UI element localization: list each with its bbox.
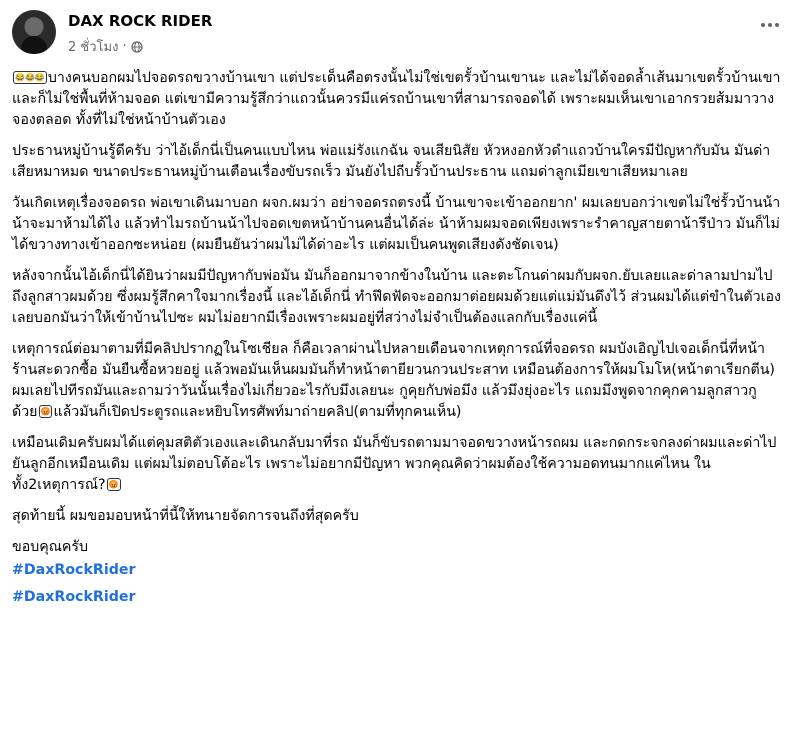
post-header — [12, 10, 788, 58]
post-body — [12, 68, 782, 608]
laugh-emoji: 😂😂😂 — [15, 73, 45, 82]
more-options-icon[interactable] — [756, 14, 784, 36]
hashtag-link[interactable]: #DaxRockRider — [12, 562, 136, 578]
hashtag-list — [12, 560, 782, 608]
angry-emoji: 😡 — [40, 407, 51, 416]
post-paragraph-2: ประธานหมู่บ้านรู้ดีครับ ว่าไอ้เด็กนี่เป็นคนแบบไหน พ่อแม่รังแกฉัน จนเสียนิสัย หัวหงอกหัวดำแถวบ้านใครมีปัญหากับมัน มันด่าเสียหมาหมด ขนาดประธานหมู่บ้านเตือนเรื่องขับรถเร็ว มันยังไปถีบรั้วบ้านประธาน แถมด่าลูกเมียเขาเสียหมาเลย — [12, 143, 771, 180]
author-avatar[interactable] — [12, 10, 56, 54]
post-paragraph-1: 😂😂😂 บางคนบอกผมไปจอดรถขวางบ้านเขา แต่ประเด็นคือตรงนั้นไม่ใช่เขตรั้วบ้านเขานะ และไม่ได้จอดล้ำเส้นมาเขตรั้วบ้านเขา และก็ไม่ใช่พื้นที่ห้ามจอด แต่เขามีความรู้สึกว่าแถวนั้นควรมีแค่รถบ้านเขาที่สามารถจอดได้ เพราะผมเห็นเขาเอากรวยส้มมาวางจองตลอด ทั้งที่ไม่ใช่หน้าบ้านตัวเอง — [12, 70, 781, 128]
hashtag-link[interactable]: #DaxRockRider — [12, 589, 136, 605]
post-time[interactable]: 2 ชั่วโมง — [68, 40, 119, 55]
post-paragraph-3: วันเกิดเหตุเรื่องจอดรถ พ่อเขาเดินมาบอก ผจก.ผมว่า อย่าจอดรถตรงนี้ บ้านเขาจะเข้าออกยาก' ผมเลยบอกว่าเขตไม่ใช่รั้วบ้านน้า น้าจะมาห้ามได้ไง แล้วทำไมรถบ้านน้าไปจอดเขตหน้าบ้านคนอื่นได้ล่ะ น้าห้ามผมจอดเพียงเพราะรำคาญสายตาน้ารึป่าว มันก็ไม่ได้ขวางทางเข้าออกซะหน่อย (ผมยืนยันว่าผมไม่ได้ด่าอะไร แต่ผมเป็นคนพูดเสียงดังชัดเจน) — [12, 195, 781, 253]
post-meta — [68, 36, 143, 57]
post-paragraph-8: ขอบคุณครับ — [12, 539, 88, 555]
post-paragraph-4: หลังจากนั้นไอ้เด็กนี่ได้ยินว่าผมมีปัญหากับพ่อมัน มันก็ออกมาจากข้างในบ้าน และตะโกนด่าผมกับผจก.ยับเลยและด่าลามปามไปถึงลูกสาวผมด้วย ซึ่งผมรู้สึกคาใจมากเรื่องนี้ และไอ้เด็กนี่ ทำฟึดฟัดจะออกมาต่อยผมด้วยแต่แม่มันดึงไว้ ส่วนผมได้แต่ขำในตัวเอง เลยบอกมันว่าให้เข้าบ้านไปซะ ผมไม่อยากมีเรื่องเพราะผมอยู่ที่สว่างไม่จำเป็นต้องแลกกับเรื่องแค่นี้ — [12, 268, 781, 326]
post-paragraph-5: เหตุการณ์ต่อมาตามที่มีคลิปปรากฏในโซเชียล ก็คือเวลาผ่านไปหลายเดือนจากเหตุการณ์ที่จอดรถ ผมบังเอิญไปเจอเด็กนี่ที่หน้าร้านสะดวกซื้อ มันยืนซื้อหวยอยู่ แล้วพอมันเห็นผมมันก็ทำหน้าตายียวนกวนประสาท เหมือนต้องการให้ผมโมโห(หน้าตาเรียกตีน) ผมเลยไปทีรถมันและถามว่าวันนั้นเรื่องไม่เกี่ยวอะไรกับมึงเลยนะ กูคุยกับพ่อมึง แล้วมึงยุ่งอะไร แถมมึงพูดจากคุกคามลูกสาวกูด้วย 😡 แล้วมันก็เปิดประตูรถและหยิบโทรศัพท์มาถ่ายคลิป(ตามที่ทุกคนเห็น) — [12, 341, 775, 420]
meta-separator: · — [122, 39, 127, 54]
angry-emoji: 😡 — [108, 480, 119, 489]
post-paragraph-6: เหมือนเดิมครับผมได้แต่คุมสติตัวเองและเดินกลับมาที่รถ มันก็ขับรถตามมาจอดขวางหน้ารถผม และกดกระจกลงด่าผมและด่าไปยันลูกอีกเหมือนเดิม แต่ผมไม่ตอบโต้อะไร เพราะไม่อยากมีปัญหา พวกคุณคิดว่าผมต้องใช้ความอดทนมากแค่ไหน ในทั้ง2เหตุการณ์? 😡 — [12, 435, 777, 493]
globe-icon — [131, 41, 143, 53]
author-name[interactable]: DAX ROCK RIDER — [68, 12, 213, 30]
post-paragraph-7: สุดท้ายนี้ ผมขอมอบหน้าที่นี้ให้ทนายจัดการจนถึงที่สุดครับ — [12, 508, 359, 524]
